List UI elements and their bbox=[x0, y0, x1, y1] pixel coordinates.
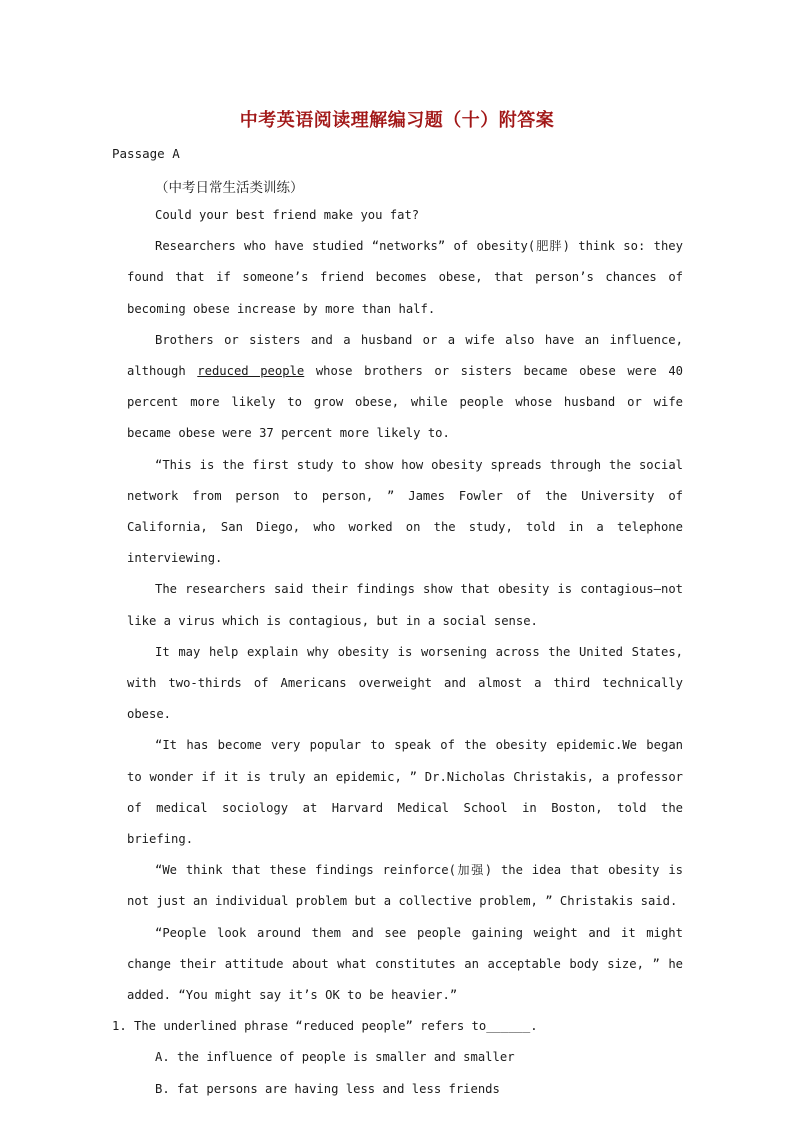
paragraph-7: “It has become very popular to speak of the obesity epidemic.We began to wonder if it is truly an epidemic, ” Dr.Nicholas Christakis, a professor of medical sociology at Harvard Medical School in Boston, told the briefing. bbox=[127, 738, 683, 847]
paragraph-3-lead: Brothers or sisters and a husband or a wife also have an influence, although bbox=[127, 332, 683, 379]
paragraph-2: Researchers who have studied “networks” of obesity(肥胖) think so: they found that if someone’s friend becomes obese, that person’s chances of becoming obese increase by more than half. bbox=[127, 239, 683, 316]
paragraph-3 bbox=[127, 325, 683, 450]
option-b: B. fat persons are having less and less friends bbox=[155, 1081, 500, 1096]
passage-label: Passage A bbox=[112, 146, 180, 161]
document-title: 中考英语阅读理解编习题（十）附答案 bbox=[239, 110, 555, 131]
paragraph-5: The researchers said their findings show that obesity is contagious—not like a virus which is contagious, but in a social sense. bbox=[127, 582, 683, 628]
paragraph-6: It may help explain why obesity is worsening across the United States, with two-thirds of Americans overweight and almost a third technically obese. bbox=[127, 644, 683, 722]
option-a: A. the influence of people is smaller and smaller bbox=[155, 1050, 515, 1065]
passage-subtitle: （中考日常生活类训练） bbox=[155, 180, 304, 196]
paragraph-9: “People look around them and see people gaining weight and it might change their attitude about what constitutes an acceptable body size, ” he added. “You might say it’s OK to be heavier.” bbox=[127, 925, 683, 1003]
paragraph-4: “This is the first study to show how obesity spreads through the social network from person to person, ” James Fowler of the University of California, San Diego, who worked on the study, told in a telephone interviewing. bbox=[127, 457, 683, 566]
passage-body bbox=[112, 200, 683, 1105]
paragraph-8: “We think that these findings reinforce(加强) the idea that obesity is not just an individual problem but a collective problem, ” Christakis said. bbox=[127, 863, 683, 909]
paragraph-1: Could your best friend make you fat? bbox=[155, 208, 420, 222]
question-1: 1. The underlined phrase “reduced people” refers to______. bbox=[112, 1019, 538, 1034]
underlined-phrase: reduced people bbox=[197, 364, 305, 379]
paragraph-3-rest: whose brothers or sisters became obese were 40 percent more likely to grow obese, while people whose husband or wife became obese were 37 percent more likely to. bbox=[127, 364, 683, 441]
